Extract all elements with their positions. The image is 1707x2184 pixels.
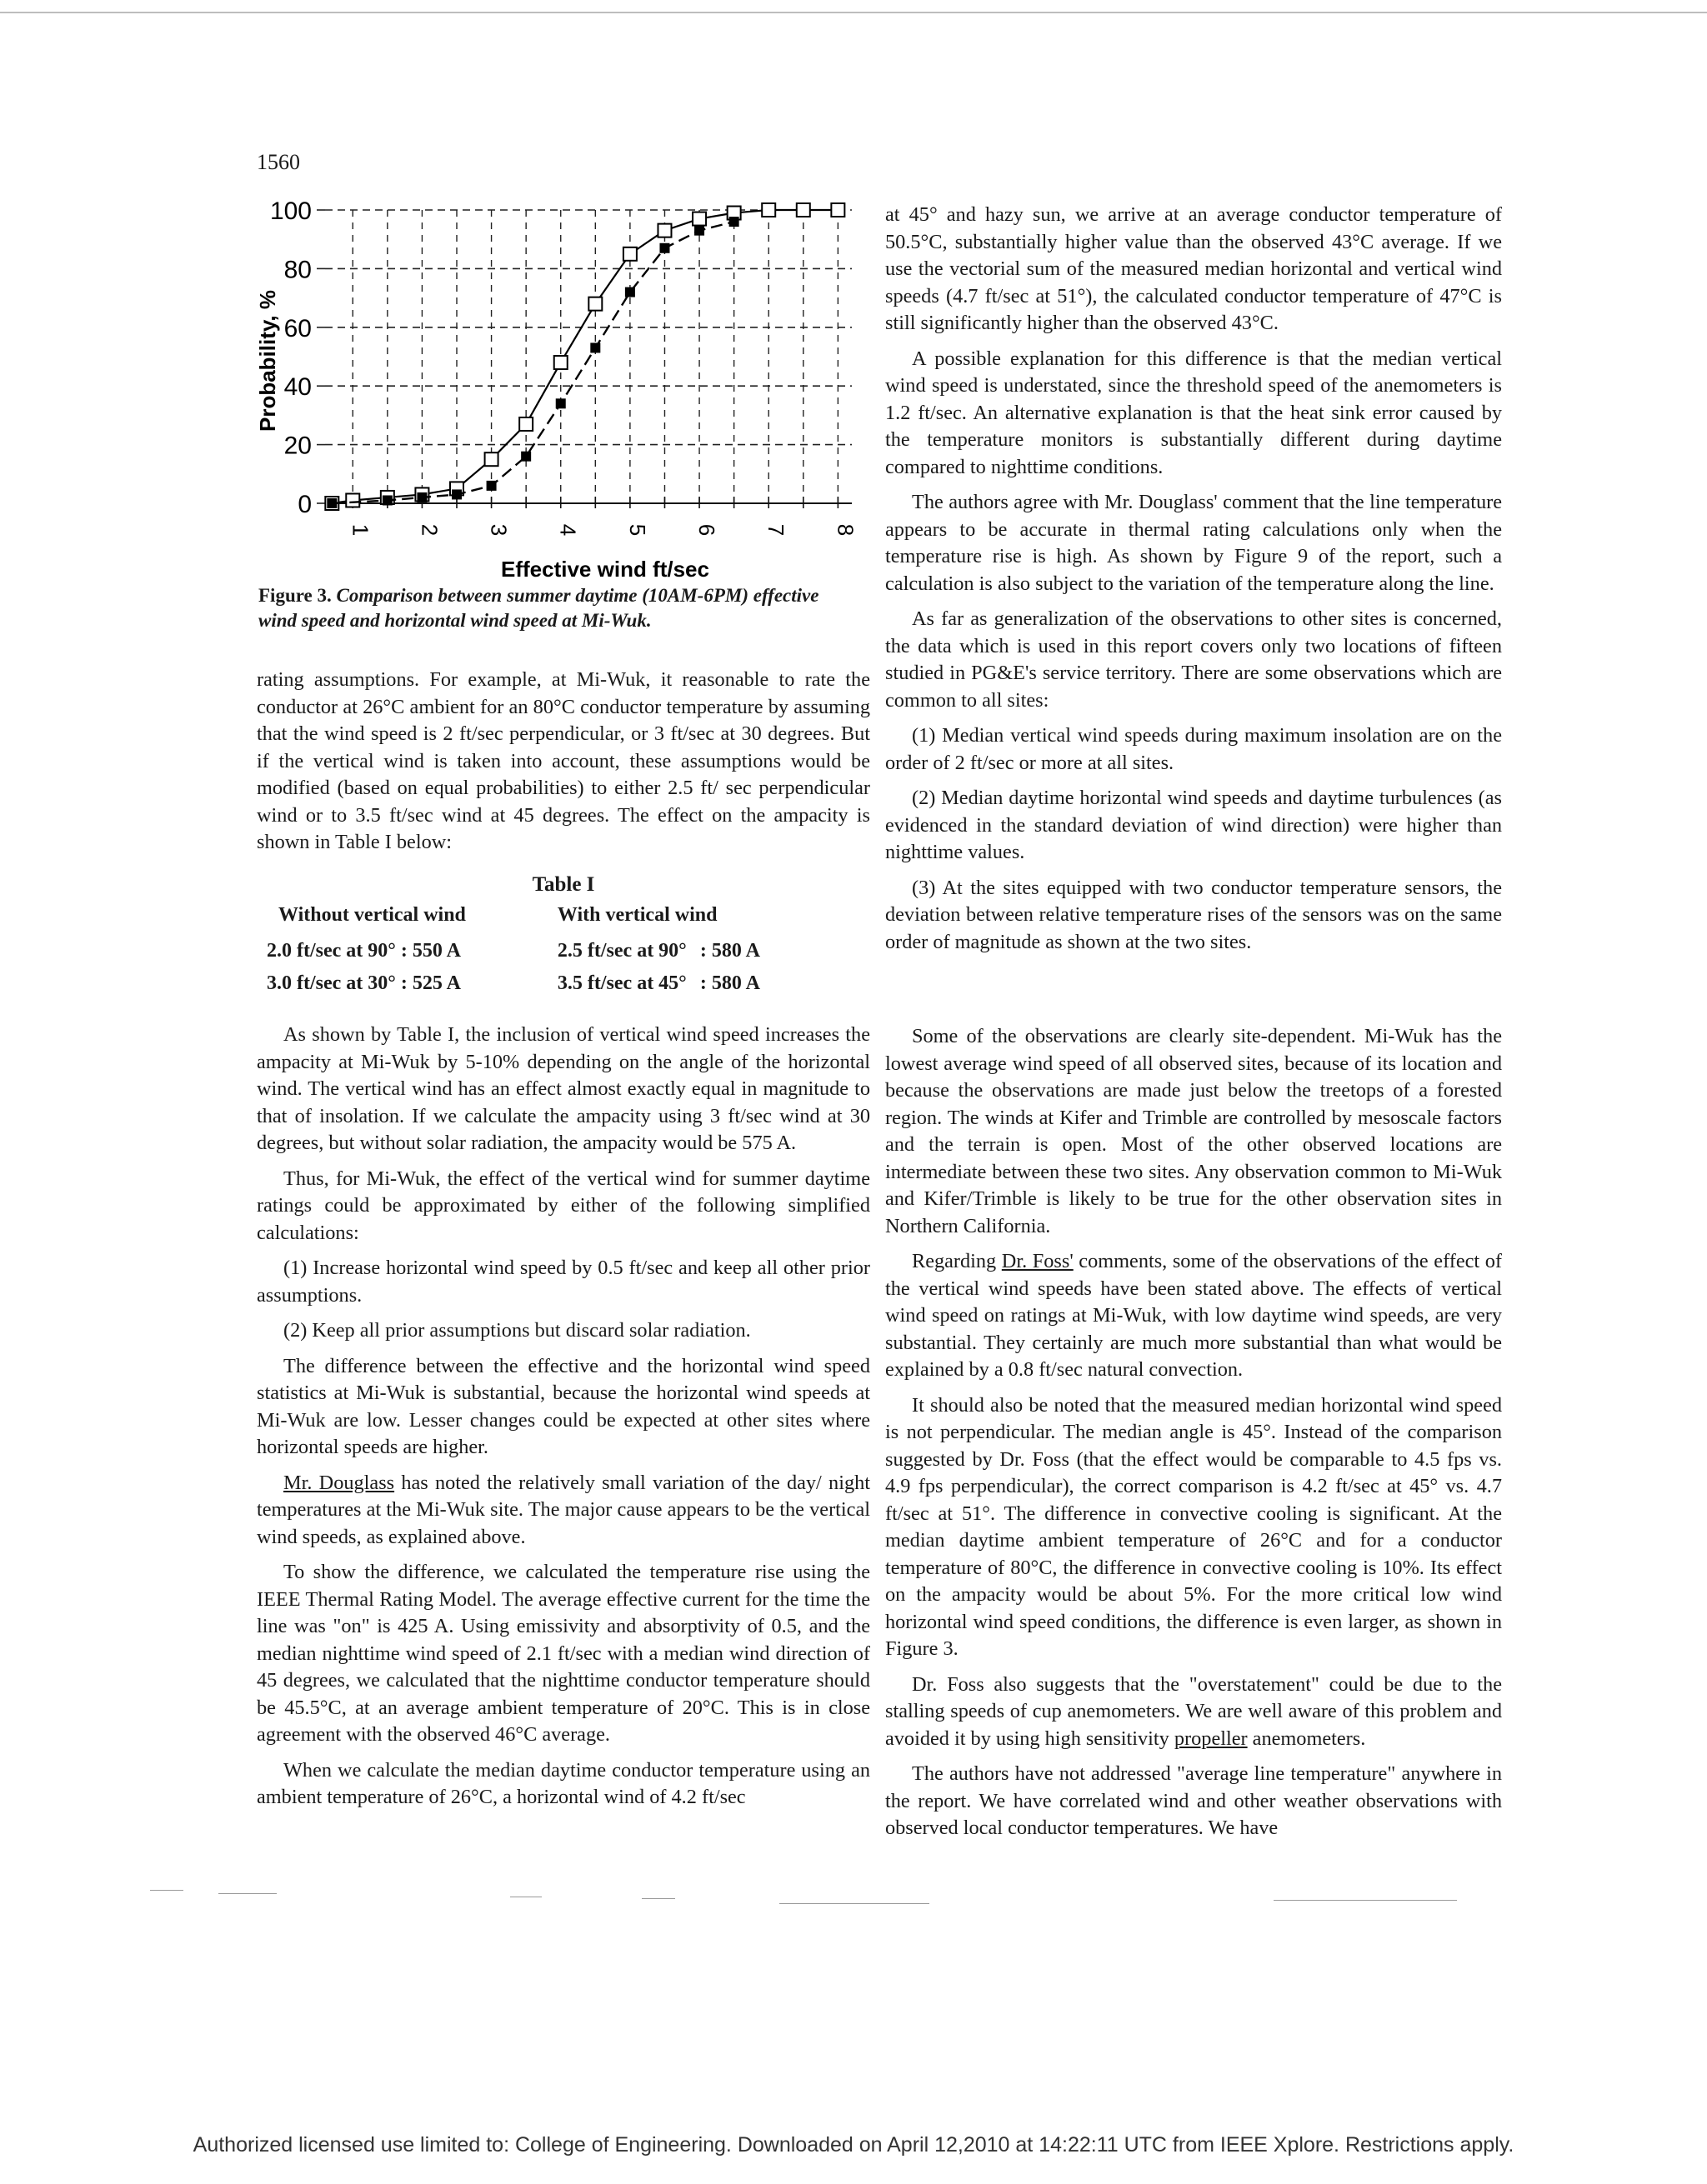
data-point-filled-square [730, 217, 738, 226]
x-tick-label: 7 [763, 523, 789, 537]
right-paragraph-9-text: comments, some of the observations of the effect of the vertical wind speeds have been stated above. The effects of vertical wind speed on ratings at Mi-Wuk, with low daytime wind speeds, are very substantial. They certainly are much more substantial than what would be explained by a 0.8 ft/sec natural convection. [885, 1250, 1502, 1381]
left-paragraph-7-text: has noted the relatively small variation of the day/ night temperatures at the Mi-Wuk site. The major cause appears to be the vertical wind speeds, as explained above. [257, 1471, 870, 1548]
left-paragraph-3: Thus, for Mi-Wuk, the effect of the vertical wind for summer daytime ratings could be approximated by either of the following simplified calculations: [257, 1167, 870, 1244]
page-number: 1560 [257, 150, 300, 174]
right-paragraph-6: (2) Median daytime horizontal wind speeds and daytime turbulences (as evidenced in the standard deviation of wind direction) were higher than nighttime values. [885, 787, 1502, 863]
right-paragraph-7: (3) At the sites equipped with two conductor temperature sensors, the deviation between relative temperature rises of the sensors was on the same order of magnitude as shown at the two sites. [885, 876, 1502, 953]
x-axis-title: Effective wind ft/sec [501, 557, 709, 582]
table-title: Table I [532, 873, 595, 896]
y-tick-label: 40 [283, 373, 312, 402]
right-paragraph-11-end: anemometers. [1247, 1727, 1366, 1750]
data-point-filled-square [453, 490, 461, 498]
name-douglass: Mr. Douglass [283, 1471, 395, 1494]
x-tick-label: 8 [833, 523, 859, 537]
right-paragraph-8: Some of the observations are clearly site-dependent. Mi-Wuk has the lowest average wind speed of all observed sites, because of its location and because the observations are made just below the treetops of a forested region. The winds at Kifer and Trimble are controlled by mesoscale factors and the terrain is open. Most of the other observed locations are intermediate between these two sites. Any observation common to Mi-Wuk and Kifer/Trimble is likely to be true for the other observation sites in Northern California. [885, 1025, 1502, 1237]
right-paragraph-5: (1) Median vertical wind speeds during maximum insolation are on the order of 2 ft/sec or more at all sites. [885, 724, 1502, 774]
y-tick-label: 100 [269, 197, 312, 225]
left-paragraph-5: (2) Keep all prior assumptions but discard solar radiation. [283, 1319, 751, 1342]
data-point-filled-square [660, 244, 668, 252]
left-column-bottom [257, 1022, 870, 1820]
table-cell: : [699, 940, 707, 962]
data-point-open-square [658, 224, 671, 237]
right-paragraph-11 [885, 1672, 1502, 1753]
table-cell: : [400, 972, 408, 994]
right-paragraph-11-text: Dr. Foss also suggests that the "overstatement" could be due to the stalling speeds of cup anemometers. We are well aware of this problem and avoided it by using high sensitivity [885, 1672, 1502, 1750]
figure-caption [258, 583, 859, 633]
left-paragraph-8: To show the difference, we calculated the temperature rise using the IEEE Thermal Rating Model. The average effective current for the time the line was "on" is 425 A. Using emissivity and absorptivity of 0.5, and the median nighttime wind speed of 2.1 ft/sec with a median wind direction of 45 degrees, we calculated that the nighttime conductor temperature should be 45.5°C, at an average ambient temperature of 20°C. This is in close agreement with the observed 46°C average. [257, 1561, 870, 1746]
table-cell: : [400, 940, 408, 962]
data-point-open-square [588, 297, 602, 311]
right-column-top [885, 202, 1502, 964]
right-paragraph-2: A possible explanation for this difference is that the median vertical wind speed is understated, since the threshold speed of the anemometers is 1.2 ft/sec. An alternative explanation is that the heat sink error caused by the temperature monitors is substantially different during daytime compared to nighttime conditions. [885, 347, 1502, 478]
table-cell: 3.5 ft/sec at 45° [557, 972, 687, 994]
scan-mark [218, 1893, 277, 1894]
figure-caption-text: Comparison between summer daytime (10AM-6PM) effective wind speed and horizontal wind speed at Mi-Wuk. [258, 585, 819, 631]
page-top-rule [0, 12, 1707, 13]
data-point-filled-square [418, 493, 426, 502]
chart-grid [325, 210, 852, 503]
x-tick-label: 1 [348, 523, 373, 537]
data-point-filled-square [522, 452, 530, 461]
table-cell: 550 A [412, 940, 461, 962]
table-cell: 2.5 ft/sec at 90° [557, 940, 687, 962]
table-cell: 580 A [711, 972, 760, 994]
data-point-open-square [519, 417, 533, 431]
data-point-filled-square [328, 499, 336, 507]
series-line-horizontal-wind [332, 222, 733, 503]
data-point-open-square [693, 212, 706, 226]
data-point-open-square [623, 247, 637, 261]
data-point-open-square [797, 203, 810, 217]
table-row [267, 937, 850, 969]
left-paragraph-4: (1) Increase horizontal wind speed by 0.5 ft/sec and keep all other prior assumptions. [257, 1257, 870, 1307]
x-tick-label: 6 [694, 523, 720, 537]
y-tick-label: 20 [283, 432, 312, 460]
chart-axes [317, 210, 852, 508]
y-axis-title: Probability, % [255, 290, 280, 432]
table-cell: : [699, 972, 707, 994]
figure-3-chart [250, 193, 867, 585]
right-paragraph-3: The authors agree with Mr. Douglass' comment that the line temperature appears to be accurate in thermal rating calculations only when the temperature rise is high. As shown by Figure 9 of the report, such a calculation is also subject to the variation of the temperature along the line. [885, 491, 1502, 595]
data-point-open-square [831, 203, 844, 217]
table-cell: 2.0 ft/sec at 90° [267, 940, 396, 962]
chart-labels [255, 197, 858, 582]
data-point-filled-square [626, 288, 634, 297]
right-paragraph-4: As far as generalization of the observations to other sites is concerned, the data which is used in this report covers only two locations of fifteen studied in PG&E's service territory. There are some observations which are common to all sites: [885, 607, 1502, 712]
scan-mark [779, 1903, 929, 1904]
footer-license: Authorized licensed use limited to: College of Engineering. Downloaded on April 12,2010 at 14:22:11 UTC from IEEE Xplore. Restrictions apply. [193, 2133, 1514, 2157]
data-point-filled-square [695, 227, 703, 235]
figure-label: Figure 3. [258, 585, 332, 606]
table-cell: 580 A [711, 940, 760, 962]
scan-mark [642, 1898, 675, 1899]
table-row [267, 969, 850, 1002]
data-point-filled-square [383, 496, 392, 504]
right-paragraph-12: The authors have not addressed "average line temperature" anywhere in the report. We have correlated wind and other weather observations with observed local conductor temperatures. We have [885, 1762, 1502, 1839]
left-paragraph-7 [257, 1470, 870, 1552]
table-1 [267, 904, 850, 1002]
data-point-open-square [554, 356, 568, 369]
table-header-without: Without vertical wind [278, 904, 466, 926]
right-paragraph-10: It should also be noted that the measured median horizontal wind speed is not perpendicular. The median angle is 45°. Instead of the comparison suggested by Dr. Foss (that the effect would be comparable to 4.5 fps vs. 4.9 fps perpendicular), the correct comparison is 4.2 ft/sec at 45° vs. 4.7 ft/sec at 51°. The difference in convective cooling is significant. At the median daytime ambient temperature of 26°C and for a conductor temperature of 80°C, the difference in convective cooling is 10%. Its effect on the ampacity would be about 5%. For the more critical low wind horizontal wind speed conditions, the difference is even larger, as shown in Figure 3. [885, 1393, 1502, 1660]
left-paragraph-1: rating assumptions. For example, at Mi-Wuk, it reasonable to rate the conductor at 26°C ambient for an 80°C conductor temperature by assuming that the wind speed is 2 ft/sec perpendicular, or 3 ft/sec at 30 degrees. But if the vertical wind is taken into account, these assumptions would be modified (based on equal probabilities) to either 2.5 ft/ sec perpendicular wind or to 3.5 ft/sec wind at 45 degrees. The effect on the ampacity is shown in Table I below: [257, 668, 870, 853]
data-point-filled-square [488, 482, 496, 490]
data-point-filled-square [557, 399, 565, 407]
data-point-open-square [485, 452, 498, 466]
series-line-effective-wind [332, 210, 838, 503]
table-header-with: With vertical wind [557, 904, 718, 926]
left-paragraph-6: The difference between the effective and the horizontal wind speed statistics at Mi-Wuk is substantial, because the horizontal wind speeds at Mi-Wuk are low. Lesser changes could be expected at other sites where horizontal speeds are higher. [257, 1354, 870, 1458]
right-paragraph-9 [885, 1248, 1502, 1384]
right-paragraph-9-lead: Regarding [912, 1250, 1002, 1272]
x-tick-label: 2 [417, 523, 443, 537]
right-column-bottom [885, 1023, 1502, 1851]
data-point-filled-square [591, 343, 599, 352]
left-paragraph-2: As shown by Table I, the inclusion of vertical wind speed increases the ampacity at Mi-Wuk by 5-10% depending on the angle of the horizontal wind. The vertical wind has an effect almost exactly equal in magnitude to that of insolation. If we calculate the ampacity using 3 ft/sec wind at 30 degrees, but without solar radiation, the ampacity would be 575 A. [257, 1023, 870, 1154]
left-paragraph-9: When we calculate the median daytime conductor temperature using an ambient temperature of 26°C, a horizontal wind of 4.2 ft/sec [257, 1758, 870, 1808]
chart-series [325, 203, 844, 510]
x-tick-label: 3 [486, 523, 512, 537]
y-tick-label: 80 [283, 256, 312, 284]
name-foss: Dr. Foss' [1001, 1250, 1074, 1272]
x-tick-label: 5 [624, 523, 650, 537]
data-point-open-square [346, 493, 359, 507]
left-column-top [257, 667, 870, 865]
y-tick-label: 60 [283, 314, 312, 342]
table-cell: 3.0 ft/sec at 30° [267, 972, 396, 994]
scan-mark [150, 1890, 183, 1891]
right-paragraph-1: at 45° and hazy sun, we arrive at an average conductor temperature of 50.5°C, substantially higher value than the observed 43°C average. If we use the vectorial sum of the measured median horizontal and vertical wind speeds (4.7 ft/sec at 51°), the calculated conductor temperature of 47°C is still significantly higher than the observed 43°C. [885, 203, 1502, 334]
y-tick-label: 0 [298, 491, 312, 518]
scan-mark [1274, 1900, 1457, 1901]
data-point-open-square [762, 203, 775, 217]
word-propeller: propeller [1174, 1727, 1248, 1750]
table-cell: 525 A [412, 972, 461, 994]
x-tick-label: 4 [555, 523, 581, 537]
